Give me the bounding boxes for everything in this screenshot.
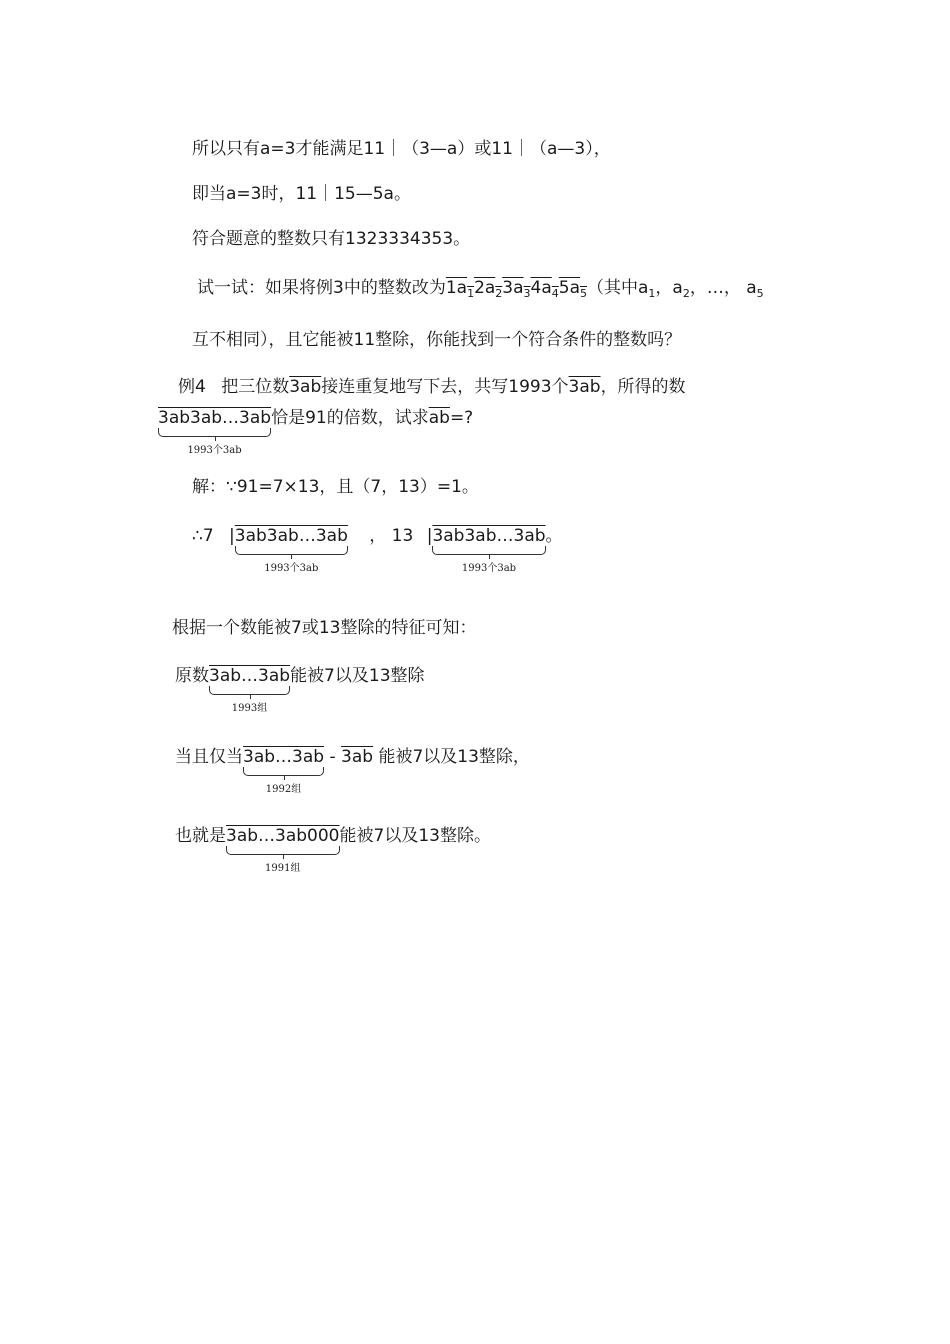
example4-label: 例4 <box>178 377 206 397</box>
underbrace-label: 1992组 <box>265 784 302 795</box>
paragraph-condition <box>192 138 611 160</box>
example4-line1: 例4 把三位数3ab接连重复地写下去，共写1993个3ab，所得的数 <box>178 377 686 397</box>
overlined-3ab: 3ab <box>341 747 374 767</box>
feature-text: 根据一个数能被7或13整除的特征可知： <box>172 618 477 638</box>
feature-line <box>172 617 476 639</box>
condition-text: 所以只有a=3才能满足11｜（3—a）或11｜（a—3）， <box>192 139 611 159</box>
try-it-line2 <box>192 329 681 351</box>
solution-line1 <box>192 476 479 498</box>
solution-line2: ∴7 |3ab3ab…3ab 1993个3ab ， 13 |3ab3ab…3ab 1993个3ab 。 <box>192 525 563 547</box>
iff-line: 当且仅当3ab…3ab 1992组 - 3ab 能被7以及13整除， <box>175 746 530 768</box>
answer-text: 符合题意的整数只有1323334353。 <box>192 229 471 249</box>
solution-text: 解：∵91=7×13，且（7，13）=1。 <box>192 477 479 497</box>
overlined-3ab: 3ab <box>289 377 322 397</box>
overlined-ab: $\overline{ab}$ <box>428 408 450 428</box>
underbrace <box>226 846 340 855</box>
overlined-3ab: 3ab <box>568 377 601 397</box>
try-prefix: 试一试：如果将例3中的整数改为 <box>197 278 446 298</box>
repeated-number: 3ab…3ab000 1991组 <box>226 825 340 847</box>
example4-line2: 3ab3ab…3ab 1993个3ab 恰是91的倍数，试求$\overline{ab}=$? <box>158 407 473 429</box>
paragraph-answer <box>192 228 470 250</box>
underbrace-label: 1993个3ab <box>264 563 319 574</box>
underbrace-label: 1991组 <box>265 863 301 874</box>
that-is-line: 也就是3ab…3ab000 1991组 能被7以及13整除。 <box>175 825 491 847</box>
when-text: 即当a=3时，11｜15—5a。 <box>192 184 411 204</box>
underbrace <box>158 428 271 437</box>
paragraph-when <box>192 183 411 205</box>
underbrace-label: 1993个3ab <box>187 445 242 456</box>
try-line2-text: 互不相同），且它能被11整除，你能找到一个符合条件的整数吗？ <box>192 330 682 350</box>
underbrace-label: 1993个3ab <box>461 563 517 574</box>
try-it-line1 <box>197 277 764 305</box>
try-suffix: （其中$a_1$，$a_2$，…， $a_5$ <box>587 278 764 300</box>
underbrace <box>209 686 290 695</box>
overlined-number: $1a_12a_23a_34a_45a_5$ <box>445 278 587 300</box>
underbrace <box>243 767 324 776</box>
original-number-line: 原数3ab…3ab 1993组 能被7以及13整除 <box>175 665 425 687</box>
underbrace <box>235 546 348 555</box>
repeated-number: 3ab3ab…3ab 1993个3ab <box>235 525 348 547</box>
repeated-number: 3ab3ab…3ab 1993个3ab <box>432 525 545 547</box>
repeated-number: 3ab…3ab 1993组 <box>209 665 290 687</box>
repeated-number: 3ab…3ab 1992组 <box>243 746 324 768</box>
repeated-number: 3ab3ab…3ab 1993个3ab <box>158 407 271 429</box>
underbrace-label: 1993组 <box>231 703 268 714</box>
underbrace <box>432 546 545 555</box>
